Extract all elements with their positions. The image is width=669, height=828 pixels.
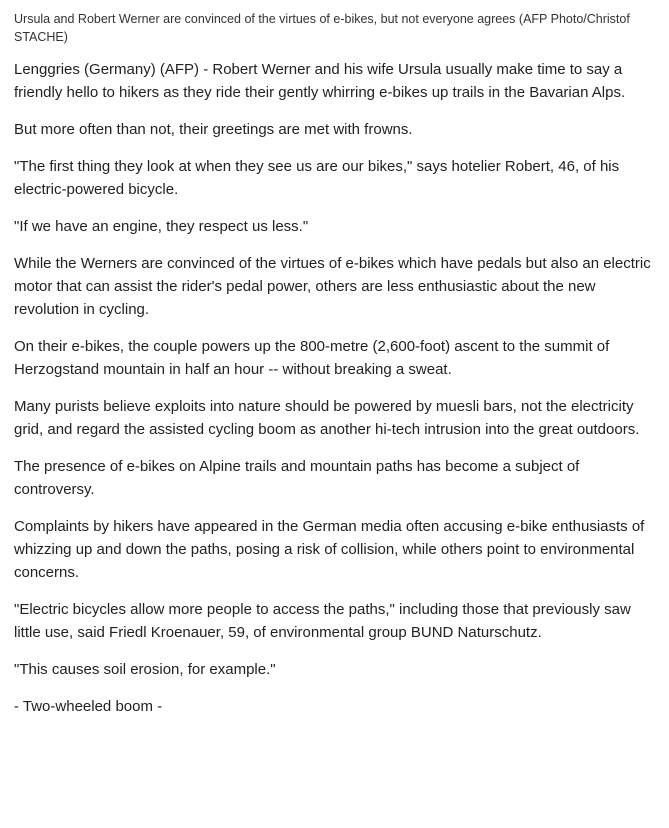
article-paragraph: Many purists believe exploits into nature should be powered by muesli bars, not the electricity grid, and regard the assisted cycling boom as another hi-tech intrusion into the great outdoors. xyxy=(14,398,640,438)
section-subhead: - Two-wheeled boom - xyxy=(14,698,163,715)
article-paragraph: Lenggries (Germany) (AFP) - Robert Werner and his wife Ursula usually make time to say a friendly hello to hikers as they ride their gently whirring e-bikes up trails in the Bavarian Alps. xyxy=(14,61,626,101)
article-paragraph: "The first thing they look at when they see us are our bikes," says hotelier Robert, 46, of his electric-powered bicycle. xyxy=(14,158,620,198)
article-paragraph: "This causes soil erosion, for example." xyxy=(14,661,276,678)
photo-caption: Ursula and Robert Werner are convinced of the virtues of e-bikes, but not everyone agrees (AFP Photo/Christof STACHE) xyxy=(14,12,630,44)
article-paragraph: The presence of e-bikes on Alpine trails and mountain paths has become a subject of controversy. xyxy=(14,458,580,498)
article-paragraph: "If we have an engine, they respect us less." xyxy=(14,218,309,235)
article-paragraph: While the Werners are convinced of the virtues of e-bikes which have pedals but also an electric motor that can assist the rider's pedal power, others are less enthusiastic about the new revolution in cycling. xyxy=(14,255,651,318)
article-paragraph: "Electric bicycles allow more people to access the paths," including those that previously saw little use, said Friedl Kroenauer, 59, of environmental group BUND Naturschutz. xyxy=(14,601,631,641)
article-paragraph: But more often than not, their greetings are met with frowns. xyxy=(14,121,413,138)
article-paragraph: On their e-bikes, the couple powers up the 800-metre (2,600-foot) ascent to the summit of Herzogstand mountain in half an hour -- without breaking a sweat. xyxy=(14,338,610,378)
article-paragraph: Complaints by hikers have appeared in the German media often accusing e-bike enthusiasts of whizzing up and down the paths, posing a risk of collision, while others point to environmental concerns. xyxy=(14,518,645,581)
